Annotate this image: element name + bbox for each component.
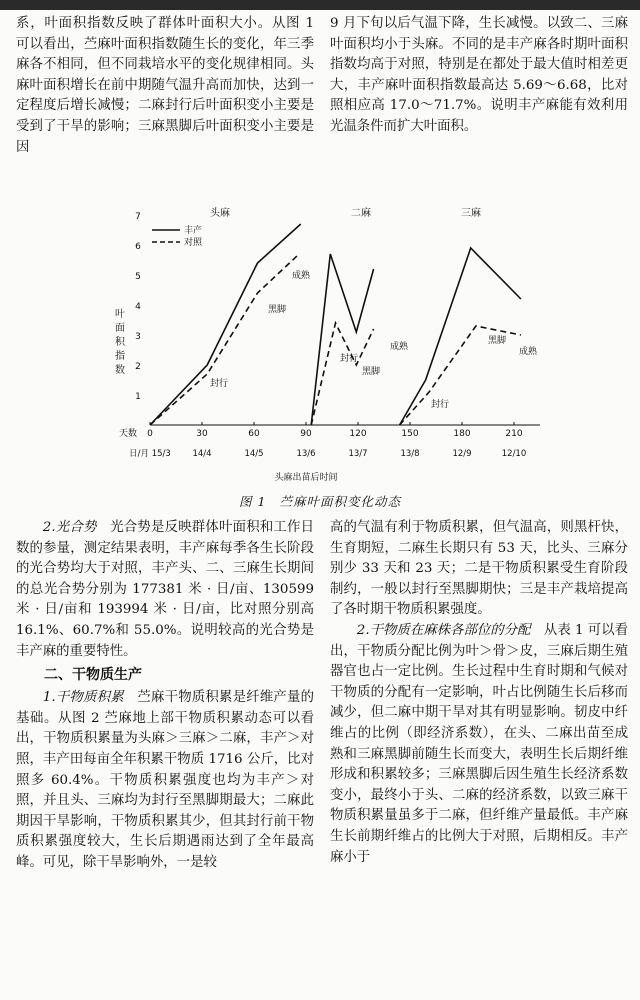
series-line-对照	[150, 254, 299, 425]
paragraph-dry-matter	[16, 688, 314, 873]
section-heading: 二、干物质生产	[44, 667, 142, 684]
y-tick-label: 1	[135, 392, 141, 402]
stage-label: 成熟	[292, 271, 311, 281]
x-tick-day: 180	[453, 429, 471, 439]
y-tick-label: 4	[135, 302, 141, 312]
y-tick-label: 5	[135, 272, 141, 282]
paragraph-text: 从表 1 可以看出，干物质分配比例为叶＞骨＞皮，三麻后期生殖器官也占一定比例。生长过程中生育时期和气候对干物质的分配有一定影响，叶占比例随生长后移而减少，但二麻中期干旱对其有明显影响。韧皮中纤维占的比例（即经济系数），在头、二麻出苗至成熟和三麻黑脚前随生长而变大，表明生长后期纤维形成和积累较多；三麻黑脚后因生殖生长经济系数变小，最终小于头、二麻的经济系数，以致三麻干物质积累量虽多于二麻，但纤维产量最低。丰产麻生长前期纤维占的比例大于对照，后期相反。丰产麻小于	[330, 622, 628, 865]
x-tick-date: 13/8	[400, 449, 420, 459]
text-column-right-top	[330, 14, 628, 138]
figure-number: 图 1	[239, 494, 267, 509]
x-axis-label: 头麻出苗后时间	[274, 473, 338, 483]
crop-label: 二麻	[351, 208, 371, 219]
x-tick-day: 210	[505, 429, 523, 439]
y-tick-label: 6	[135, 242, 141, 252]
stage-label: 成熟	[519, 347, 538, 357]
legend-entry: 丰产	[184, 226, 203, 236]
x-tick-date: 12/10	[501, 449, 527, 459]
x-tick-date: 日/月 15/3	[129, 449, 171, 459]
x-ticks	[119, 422, 526, 483]
series-line-丰产	[311, 254, 373, 425]
stage-label: 黑脚	[268, 305, 287, 315]
y-ticks	[115, 212, 141, 402]
paragraph: 系，叶面积指数反映了群体叶面积大小。从图 1 可以看出，苎麻叶面积指数随生长的变化，年三季麻各不相同，但不同栽培水平的变化规律相同。头麻叶面积增长在前中期随气温升高而加快，达到一定程度后增长减慢；二麻封行后叶面积变小主要是受到了干旱的影响；三麻黑脚后叶面积变小主要是因	[16, 16, 314, 155]
paragraph-text: 光合势是反映群体叶面积和工作日数的参量，测定结果表明，丰产麻每季各生长阶段的光合势均大于对照，丰产头、二、三麻生长期间的总光合势分别为 177381 米 · 日/亩、130599 米 · 日/亩和 193994 米 · 日/亩，比对照分别高 16.1%、60.7%和 55.0%。说明较高的光合势是丰产麻的重要特性。	[16, 520, 315, 659]
series-lines	[150, 224, 521, 425]
figure-title: 苎麻叶面积变化动态	[279, 494, 401, 509]
y-tick-label: 7	[135, 212, 141, 222]
x-days-label: 天数	[118, 429, 138, 439]
text-column-right-bottom	[330, 518, 628, 868]
y-axis-label: 叶面积指数	[115, 309, 125, 376]
x-tick-date: 14/4	[192, 449, 212, 459]
x-tick-date: 12/9	[452, 449, 472, 459]
stage-label: 黑脚	[488, 336, 507, 346]
subheading: 2.干物质在麻株各部位的分配	[356, 622, 531, 638]
leaf-area-chart	[100, 200, 560, 485]
text-column-left-bottom	[16, 518, 314, 874]
stage-label: 黑脚	[362, 367, 381, 377]
y-tick-label: 3	[135, 332, 141, 342]
paragraph: 9 月下旬以后气温下降，生长减慢。以致二、三麻叶面积均小于头麻。不同的是丰产麻各时期叶面积指数均高于对照，特别是在都处于最大值时相差更大，丰产麻叶面积指数最高达 5.69～6.68，比对照相应高 17.0～71.7%。说明丰产麻能有效利用光温条件而扩大叶面积。	[330, 16, 628, 134]
y-tick-label: 2	[135, 362, 141, 372]
paragraph: 高的气温有利于物质积累，但气温高，则黑杆快，生育期短，二麻生长期只有 53 天，比头、三麻分别少 33 天和 23 天；二是干物质积累受生育阶段制约，一般以封行至黑脚期快；三是丰产栽培提高了各时期干物质积累强度。	[330, 520, 628, 618]
paragraph-distribution	[330, 621, 628, 868]
x-tick-day: 30	[196, 429, 208, 439]
stage-label: 封行	[431, 400, 450, 410]
x-tick-day: 150	[401, 429, 419, 439]
crop-label: 三麻	[461, 208, 481, 219]
stage-label: 封行	[210, 379, 229, 389]
subheading: 2.光合势	[42, 520, 97, 535]
x-tick-date: 13/6	[296, 449, 316, 459]
page-header-bar	[0, 0, 640, 10]
crop-label: 头麻	[210, 208, 230, 219]
x-tick-day: 0	[147, 429, 153, 439]
paragraph-photosynthesis	[16, 518, 314, 662]
stage-label: 封行	[340, 354, 359, 364]
x-tick-day: 60	[248, 429, 260, 439]
chart-annotations	[152, 206, 538, 410]
paragraph-text: 苎麻干物质积累是纤维产量的基础。从图 2 苎麻地上部干物质积累动态可以看出，干物质积累量为头麻＞三麻＞二麻，丰产＞对照，丰产田每亩全年积累干物质 1716 公斤，比对照多 60.4%。干物质积累强度也均为丰产＞对照，并且头、三麻均为封行至黑脚期最大；二麻此期因干旱影响，干物质积累其少，但其封行前干物质积累强度较大，生长后期遇雨达到了全年最高峰。可见，除干旱影响外，一是较	[16, 690, 315, 870]
text-column-left-top	[16, 14, 314, 158]
series-line-丰产	[150, 224, 301, 425]
x-tick-date: 13/7	[348, 449, 368, 459]
legend-entry: 对照	[184, 238, 203, 248]
figure-caption	[0, 492, 640, 510]
stage-label: 成熟	[390, 342, 409, 352]
x-tick-date: 14/5	[244, 449, 264, 459]
subheading: 1.干物质积累	[42, 690, 124, 706]
x-tick-day: 90	[300, 429, 312, 439]
x-tick-day: 120	[349, 429, 367, 439]
